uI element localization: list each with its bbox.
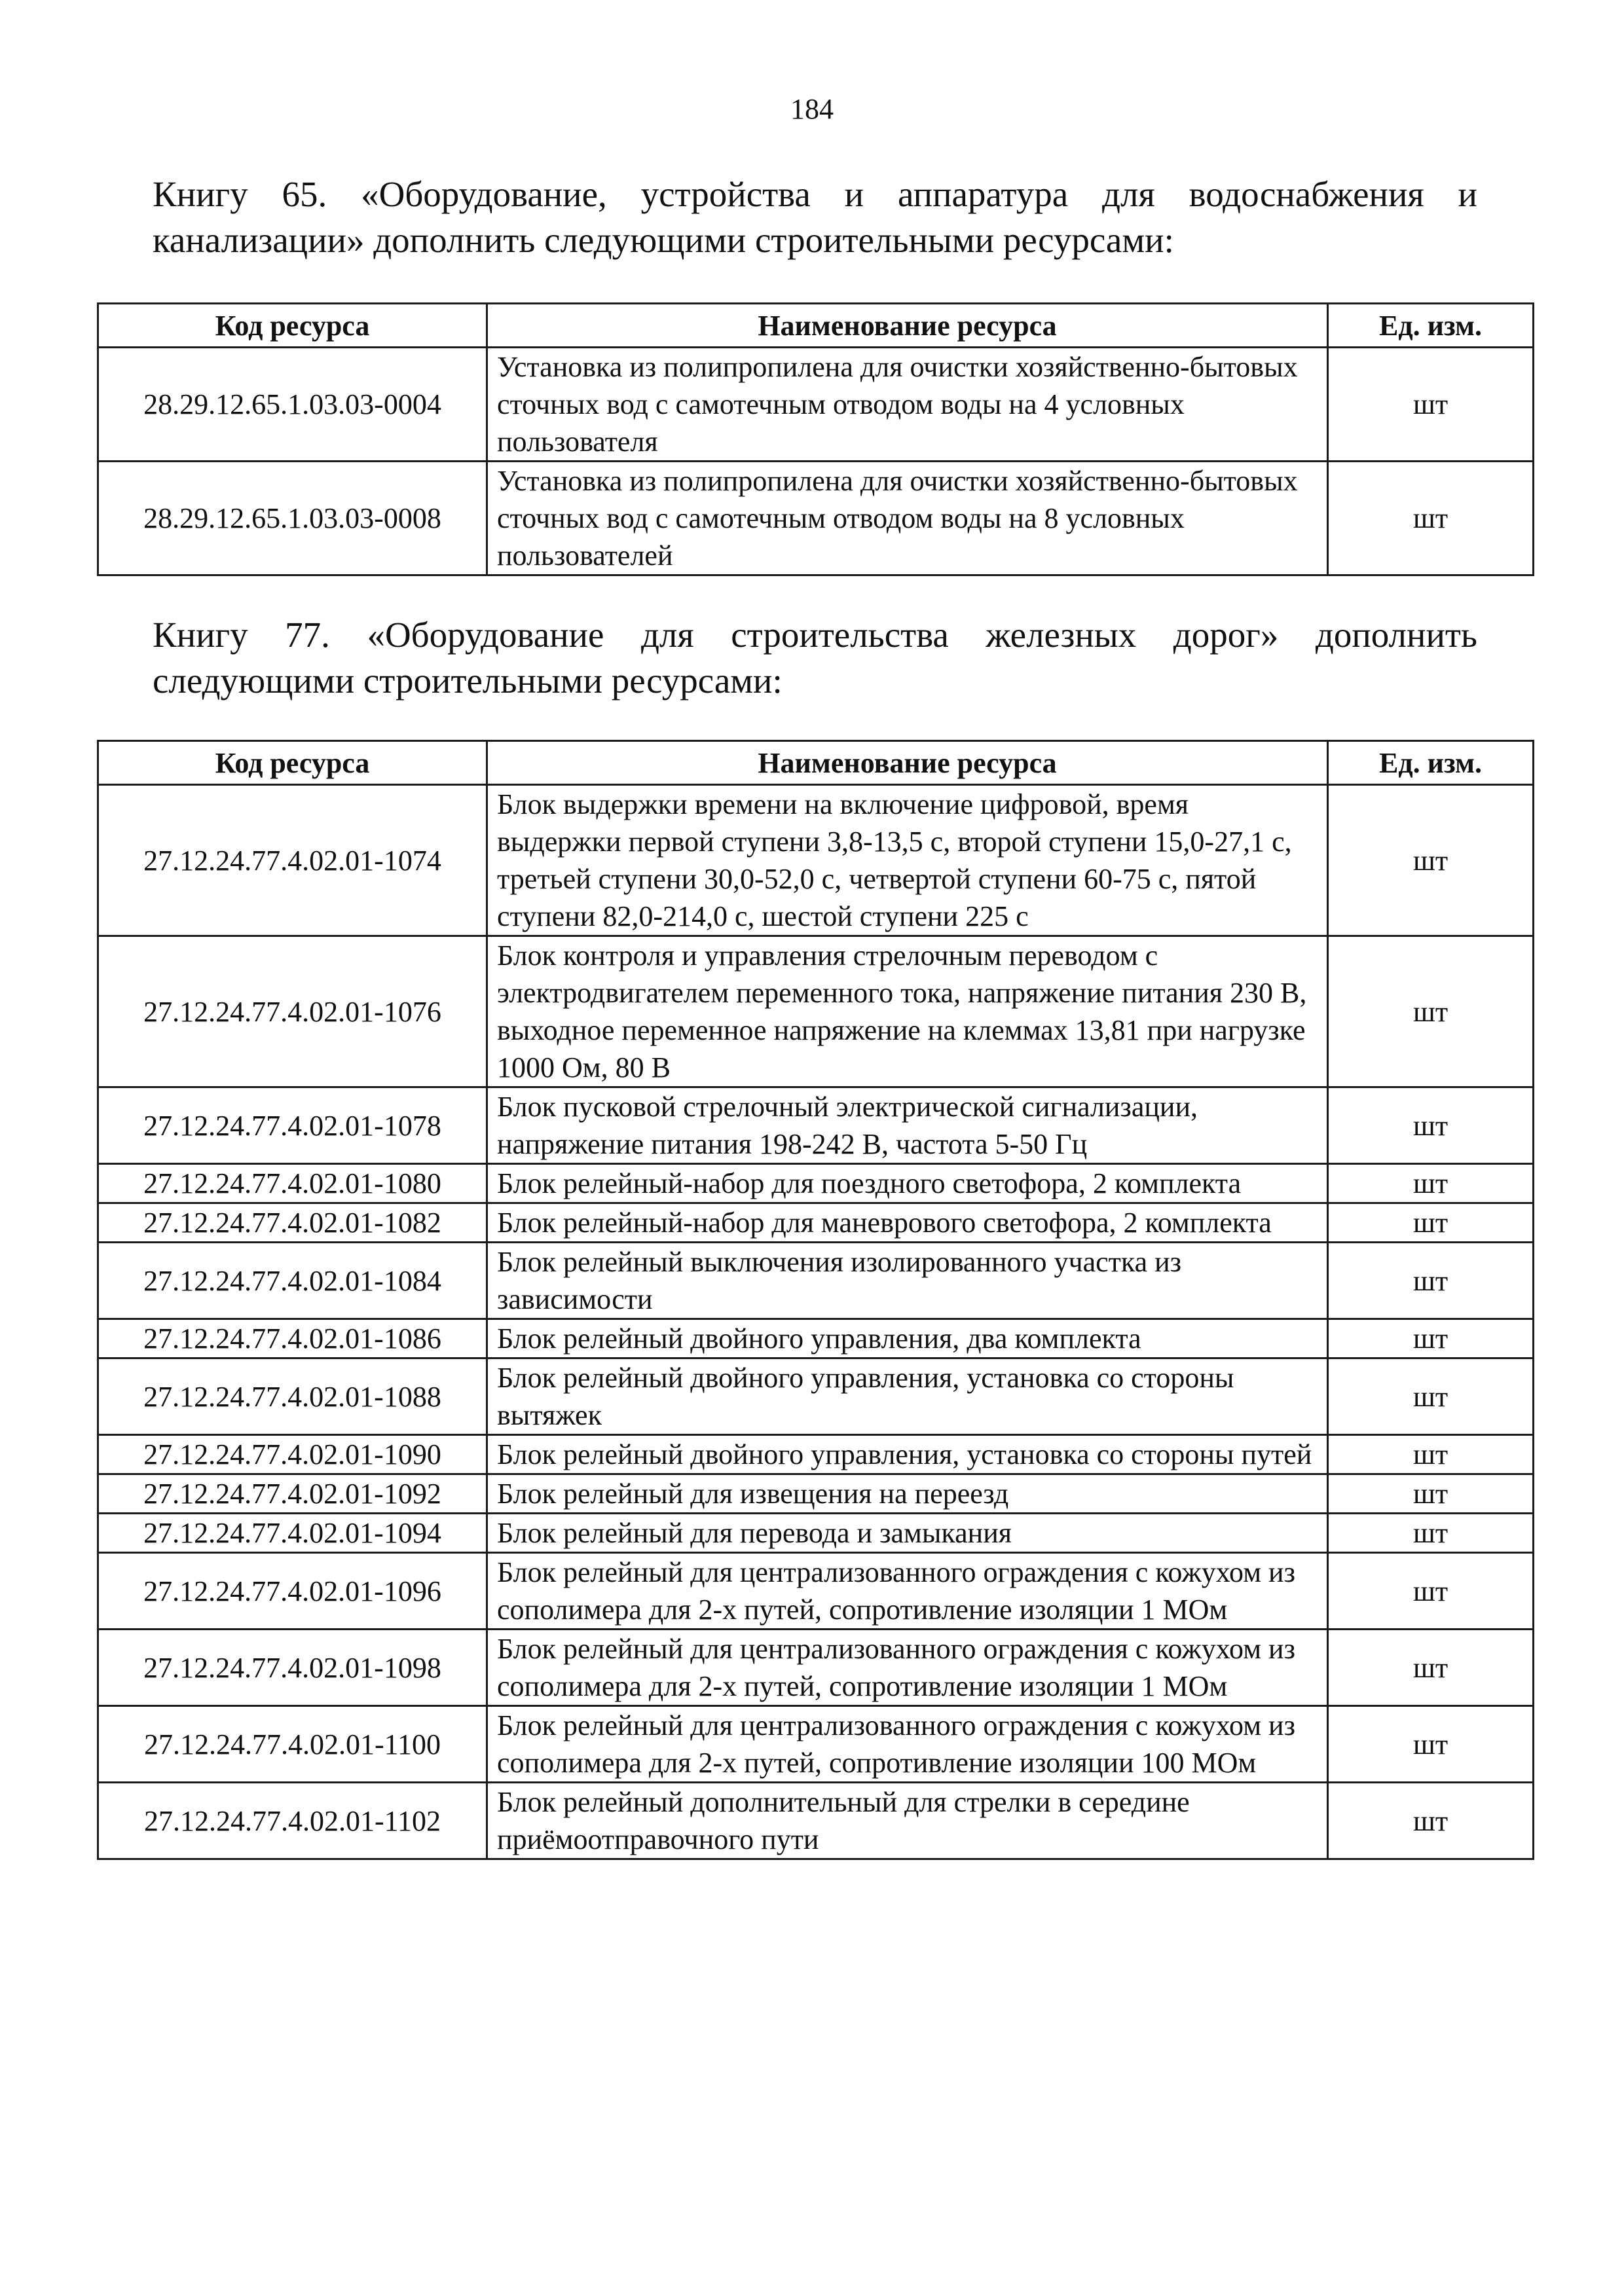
resource-unit-cell: шт	[1328, 462, 1534, 575]
resource-name-cell: Блок релейный для централизованного ограждения с кожухом из сополимера для 2-х путей, сопротивление изоляции 1 МОм	[487, 1553, 1328, 1630]
resource-name-cell: Блок пусковой стрелочный электрической сигнализации, напряжение питания 198-242 В, частота 5-50 Гц	[487, 1087, 1328, 1164]
resource-name-cell: Блок релейный выключения изолированного участка из зависимости	[487, 1243, 1328, 1319]
resource-unit-cell: шт	[1328, 348, 1534, 462]
table-row	[98, 1164, 1534, 1203]
table-row	[98, 462, 1534, 575]
resource-table-book-65	[97, 302, 1534, 576]
table-row	[98, 1319, 1534, 1358]
resource-name-cell: Установка из полипропилена для очистки хозяйственно-бытовых сточных вод с самотечным отводом воды на 4 условных пользователя	[487, 348, 1328, 462]
table-row	[98, 936, 1534, 1087]
table-row	[98, 1435, 1534, 1474]
resource-unit-cell: шт	[1328, 1514, 1534, 1553]
table-row	[98, 1630, 1534, 1706]
section2-intro: Книгу 77. «Оборудование для строительства железных дорог» дополнить следующими строительными ресурсами:	[153, 615, 1477, 701]
header-name: Наименование ресурса	[487, 741, 1328, 785]
table-row	[98, 1243, 1534, 1319]
table-row	[98, 1706, 1534, 1783]
resource-unit-cell: шт	[1328, 1474, 1534, 1514]
table-row	[98, 1514, 1534, 1553]
resource-code-cell: 27.12.24.77.4.02.01-1082	[98, 1203, 487, 1243]
resource-unit-cell: шт	[1328, 1319, 1534, 1358]
resource-code-cell: 27.12.24.77.4.02.01-1096	[98, 1553, 487, 1630]
resource-unit-cell: шт	[1328, 1243, 1534, 1319]
header-code: Код ресурса	[98, 304, 487, 348]
table-row	[98, 1474, 1534, 1514]
resource-name-cell: Блок контроля и управления стрелочным переводом с электродвигателем переменного тока, напряжение питания 230 В, выходное переменное напряжение на клеммах 13,81 при нагрузке 1000 Ом, 80 В	[487, 936, 1328, 1087]
resource-unit-cell: шт	[1328, 1553, 1534, 1630]
table-header-row	[98, 304, 1534, 348]
resource-name-cell: Блок релейный-набор для маневрового светофора, 2 комплекта	[487, 1203, 1328, 1243]
resource-code-cell: 27.12.24.77.4.02.01-1078	[98, 1087, 487, 1164]
table-row	[98, 348, 1534, 462]
resource-code-cell: 28.29.12.65.1.03.03-0004	[98, 348, 487, 462]
table-row	[98, 1203, 1534, 1243]
resource-code-cell: 27.12.24.77.4.02.01-1074	[98, 785, 487, 936]
table-body	[98, 785, 1534, 1859]
resource-unit-cell: шт	[1328, 1783, 1534, 1859]
resource-name-cell: Блок релейный двойного управления, два комплекта	[487, 1319, 1328, 1358]
resource-name-cell: Установка из полипропилена для очистки хозяйственно-бытовых сточных вод с самотечным отводом воды на 8 условных пользователей	[487, 462, 1328, 575]
resource-unit-cell: шт	[1328, 1358, 1534, 1435]
resource-code-cell: 27.12.24.77.4.02.01-1080	[98, 1164, 487, 1203]
resource-code-cell: 27.12.24.77.4.02.01-1102	[98, 1783, 487, 1859]
header-unit: Ед. изм.	[1328, 741, 1534, 785]
resource-name-cell: Блок релейный двойного управления, установка со стороны вытяжек	[487, 1358, 1328, 1435]
resource-code-cell: 27.12.24.77.4.02.01-1086	[98, 1319, 487, 1358]
section1-intro: Книгу 65. «Оборудование, устройства и аппаратура для водоснабжения и канализации» дополнить следующими строительными ресурсами:	[153, 174, 1477, 260]
resource-code-cell: 27.12.24.77.4.02.01-1088	[98, 1358, 487, 1435]
table-row	[98, 1783, 1534, 1859]
resource-unit-cell: шт	[1328, 1087, 1534, 1164]
resource-unit-cell: шт	[1328, 936, 1534, 1087]
table-body	[98, 348, 1534, 575]
table-header-row	[98, 741, 1534, 785]
resource-code-cell: 27.12.24.77.4.02.01-1076	[98, 936, 487, 1087]
resource-unit-cell: шт	[1328, 1435, 1534, 1474]
table-row	[98, 1087, 1534, 1164]
resource-unit-cell: шт	[1328, 1164, 1534, 1203]
resource-code-cell: 27.12.24.77.4.02.01-1092	[98, 1474, 487, 1514]
resource-name-cell: Блок релейный дополнительный для стрелки в середине приёмоотправочного пути	[487, 1783, 1328, 1859]
resource-code-cell: 28.29.12.65.1.03.03-0008	[98, 462, 487, 575]
header-code: Код ресурса	[98, 741, 487, 785]
resource-name-cell: Блок релейный для централизованного ограждения с кожухом из сополимера для 2-х путей, сопротивление изоляции 100 МОм	[487, 1706, 1328, 1783]
resource-code-cell: 27.12.24.77.4.02.01-1098	[98, 1630, 487, 1706]
resource-unit-cell: шт	[1328, 1706, 1534, 1783]
resource-name-cell: Блок релейный двойного управления, установка со стороны путей	[487, 1435, 1328, 1474]
resource-unit-cell: шт	[1328, 1203, 1534, 1243]
resource-name-cell: Блок выдержки времени на включение цифровой, время выдержки первой ступени 3,8-13,5 с, второй ступени 15,0-27,1 с, третьей ступени 30,0-52,0 с, четвертой ступени 60-75 с, пятой ступени 82,0-214,0 с, шестой ступени 225 с	[487, 785, 1328, 936]
table-row	[98, 1553, 1534, 1630]
resource-code-cell: 27.12.24.77.4.02.01-1090	[98, 1435, 487, 1474]
resource-name-cell: Блок релейный для централизованного ограждения с кожухом из сополимера для 2-х путей, сопротивление изоляции 1 МОм	[487, 1630, 1328, 1706]
header-name: Наименование ресурса	[487, 304, 1328, 348]
resource-unit-cell: шт	[1328, 1630, 1534, 1706]
resource-name-cell: Блок релейный-набор для поездного светофора, 2 комплекта	[487, 1164, 1328, 1203]
resource-name-cell: Блок релейный для перевода и замыкания	[487, 1514, 1328, 1553]
resource-table-book-77	[97, 740, 1534, 1860]
table-row	[98, 1358, 1534, 1435]
table-row	[98, 785, 1534, 936]
resource-code-cell: 27.12.24.77.4.02.01-1084	[98, 1243, 487, 1319]
resource-code-cell: 27.12.24.77.4.02.01-1100	[98, 1706, 487, 1783]
resource-name-cell: Блок релейный для извещения на переезд	[487, 1474, 1328, 1514]
page-number: 184	[790, 93, 834, 125]
resource-code-cell: 27.12.24.77.4.02.01-1094	[98, 1514, 487, 1553]
resource-unit-cell: шт	[1328, 785, 1534, 936]
header-unit: Ед. изм.	[1328, 304, 1534, 348]
